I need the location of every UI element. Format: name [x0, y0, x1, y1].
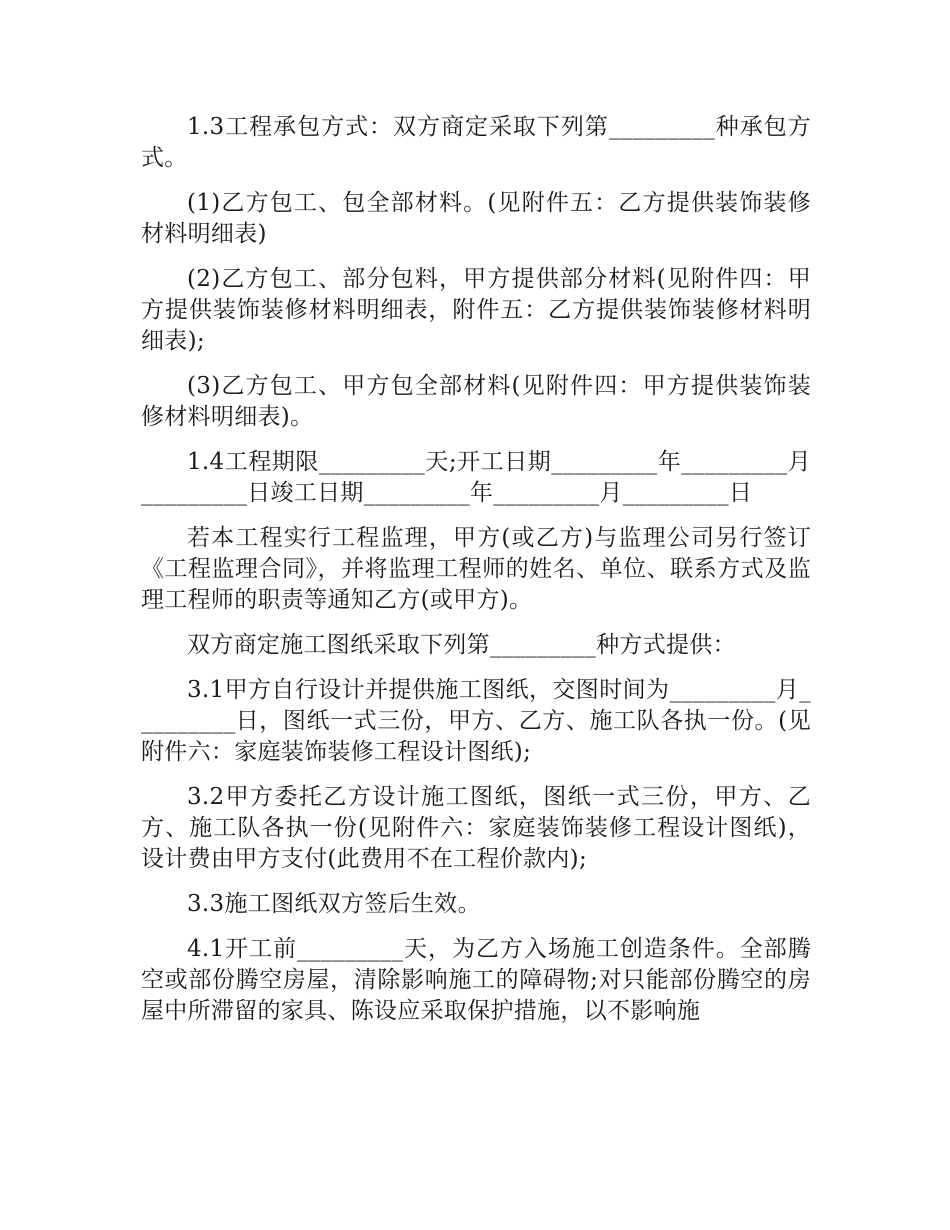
- clause-1-4-schedule: 1.4工程期限_________天;开工日期_________年_________月_________日竣工日期_________年_________月_________日: [141, 449, 811, 506]
- document-body: [141, 112, 811, 1041]
- option-2-partial-materials: (2)乙方包工、部分包料，甲方提供部分材料(见附件四：甲方提供装饰装修材料明细表，附件五：乙方提供装饰装修材料明细表);: [141, 266, 811, 354]
- drawings-method-paragraph: 双方商定施工图纸采取下列第_________种方式提供：: [187, 632, 736, 658]
- clause-3-3-drawings-effective: 3.3施工图纸双方签后生效。: [187, 891, 481, 917]
- clause-1-3-contract-method: 1.3工程承包方式：双方商定采取下列第_________种承包方式。: [141, 114, 811, 171]
- clause-4-1-site-preparation: 4.1开工前_________天，为乙方入场施工创造条件。全部腾空或部份腾空房屋，清除影响施工的障碍物;对只能部份腾空的房屋中所滞留的家具、陈设应采取保护措施，以不影响施: [141, 936, 811, 1024]
- option-1-full-materials: (1)乙方包工、包全部材料。(见附件五：乙方提供装饰装修材料明细表): [141, 190, 811, 247]
- option-3-owner-materials: (3)乙方包工、甲方包全部材料(见附件四：甲方提供装饰装修材料明细表)。: [141, 373, 811, 430]
- clause-3-1-owner-design: 3.1甲方自行设计并提供施工图纸，交图时间为_________月_________日，图纸一式三份，甲方、乙方、施工队各执一份。(见附件六：家庭装饰装修工程设计图纸);: [141, 677, 811, 765]
- supervision-paragraph: 若本工程实行工程监理，甲方(或乙方)与监理公司另行签订《工程监理合同》，并将监理工程师的姓名、单位、联系方式及监理工程师的职责等通知乙方(或甲方)。: [141, 525, 811, 613]
- clause-3-2-contractor-design: 3.2甲方委托乙方设计施工图纸，图纸一式三份，甲方、乙方、施工队各执一份(见附件六：家庭装饰装修工程设计图纸)，设计费由甲方支付(此费用不在工程价款内);: [141, 784, 811, 872]
